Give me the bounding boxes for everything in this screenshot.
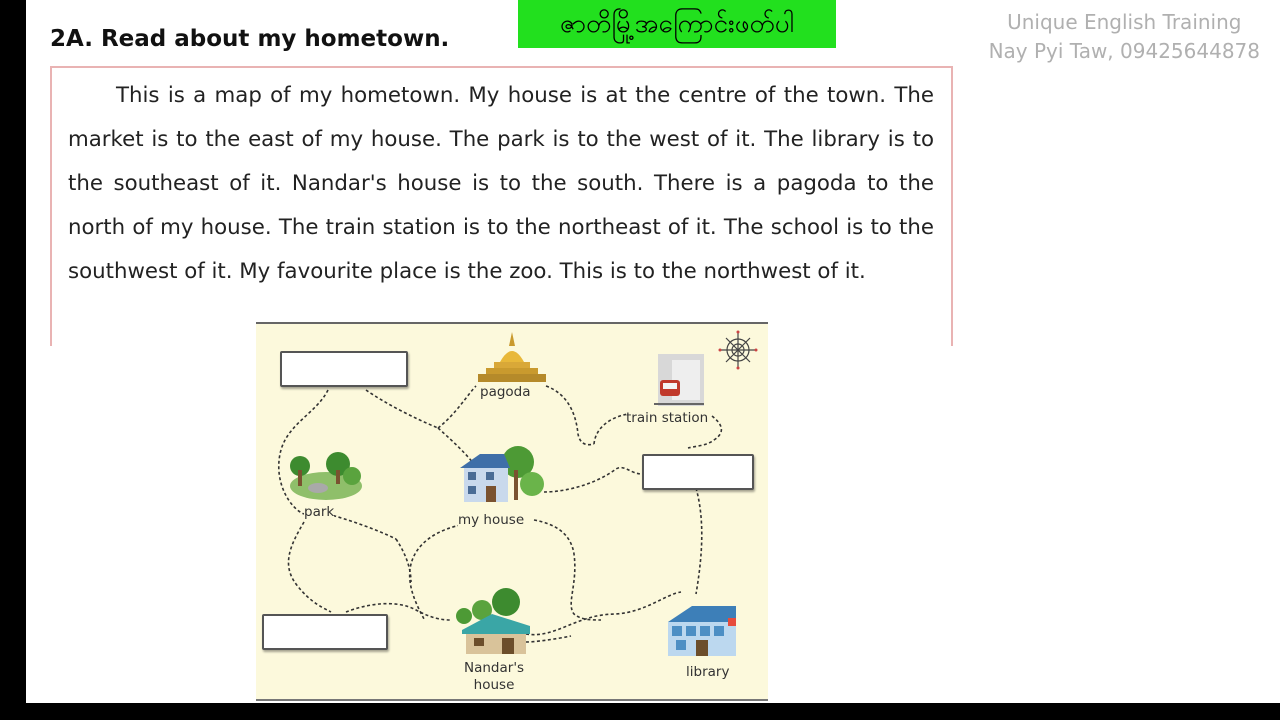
library-label: library (686, 664, 730, 680)
northwest-blank-box[interactable] (280, 351, 408, 387)
nandars-house-label-line-2: house (473, 677, 515, 693)
reading-passage: This is a map of my hometown. My house is at the centre of the town. The market is to the east of my house. The park is to the west of it. The library is to the southeast of it. Nandar's house is to the south. There is a pagoda to the north of my house. The train station is to the northeast of it. The school is to the southwest of it. My favourite place is the zoo. This is to the northwest of it. (68, 83, 934, 284)
pagoda-label: pagoda (480, 384, 531, 400)
exercise-heading: 2A. Read about my hometown. (50, 26, 450, 52)
nandars-house-label (464, 660, 524, 694)
watermark (989, 8, 1260, 66)
watermark-line-1: Unique English Training (1007, 10, 1242, 34)
watermark-line-2: Nay Pyi Taw, 09425644878 (988, 39, 1260, 63)
train-station-icon (638, 354, 708, 410)
library-icon (662, 600, 742, 660)
park-icon (286, 446, 366, 502)
southwest-blank-box[interactable] (262, 614, 388, 650)
nandars-house-icon (452, 586, 536, 658)
east-blank-box[interactable] (642, 454, 754, 490)
park-label: park (304, 504, 335, 520)
myanmar-title-banner: ဇာတိမြို့အကြောင်းဖတ်ပါ (518, 0, 836, 48)
pagoda-icon (474, 332, 550, 384)
hometown-map (256, 322, 768, 701)
compass-icon (710, 330, 766, 370)
my-house-icon (456, 442, 548, 508)
train-station-label: train station (626, 410, 709, 426)
worksheet-page (26, 0, 1280, 703)
my-house-label: my house (458, 512, 525, 528)
nandars-house-label-line-1: Nandar's (464, 660, 525, 676)
